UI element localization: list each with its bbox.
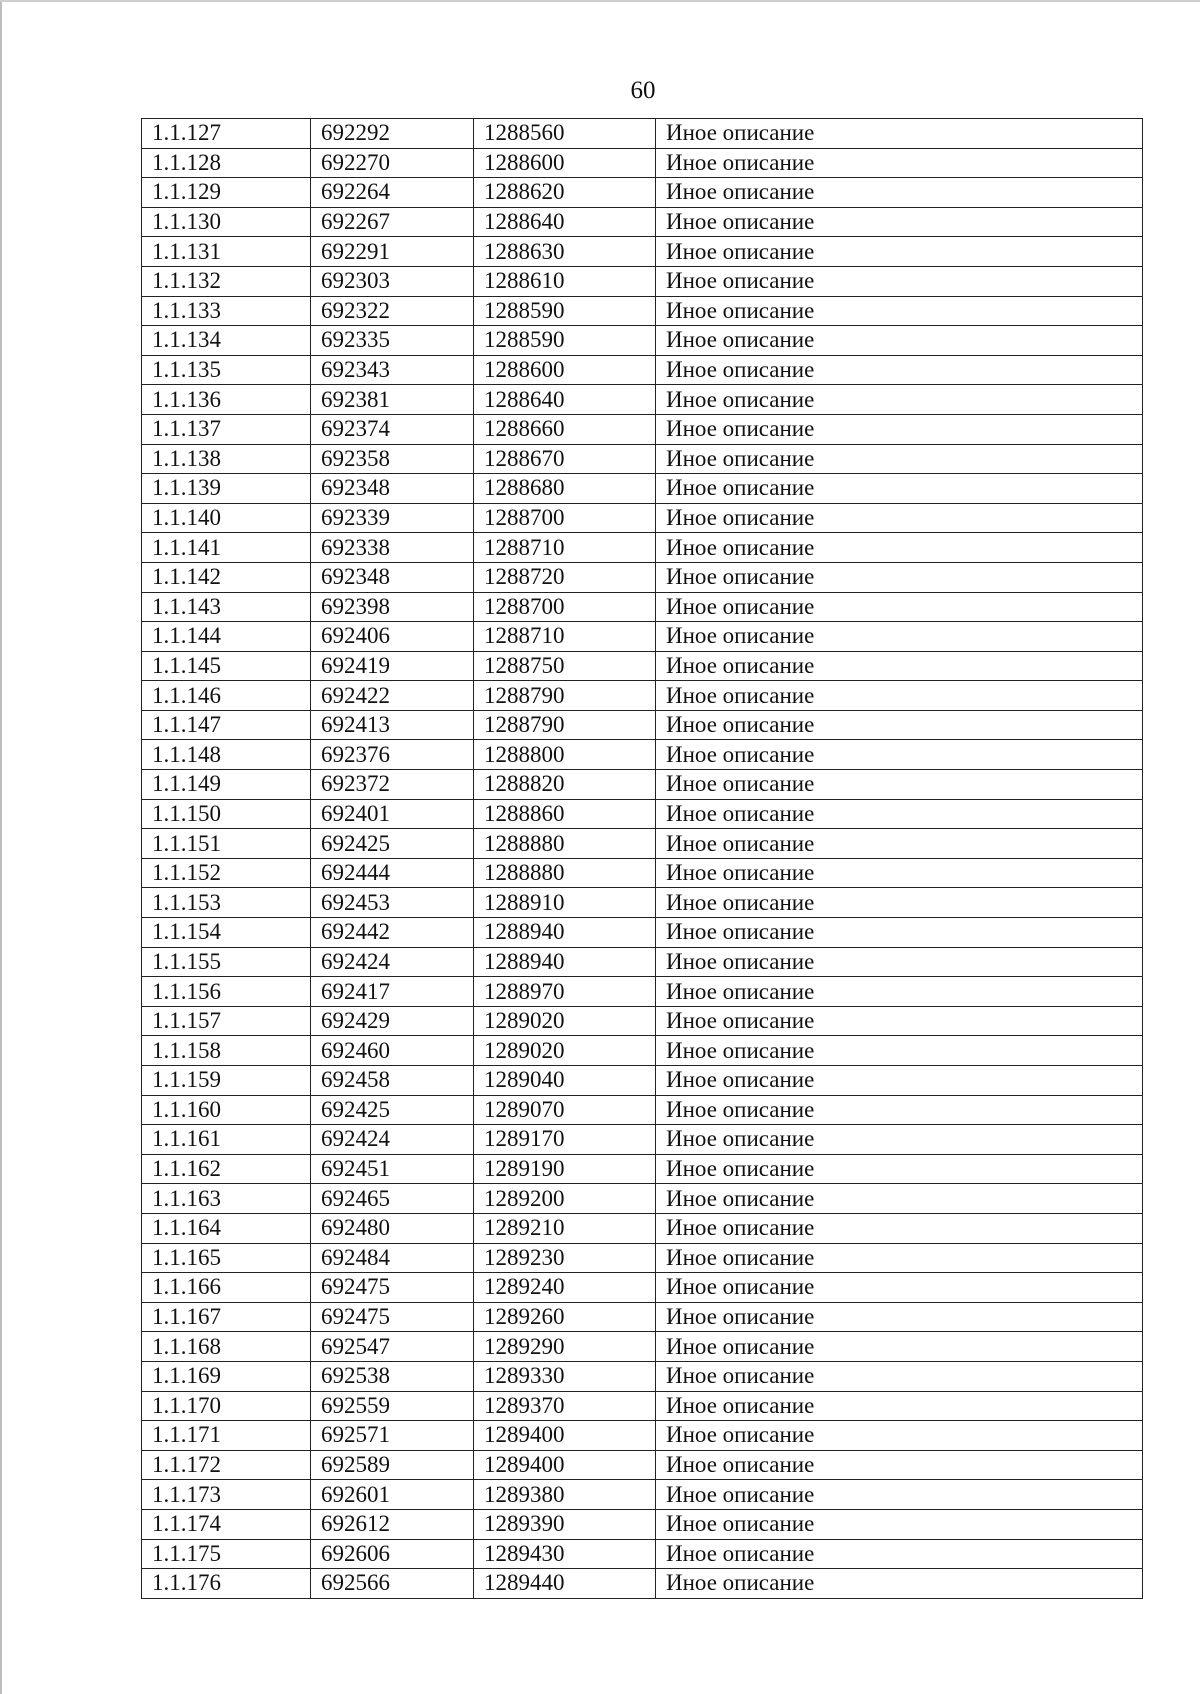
table-row xyxy=(142,770,1143,800)
point-number-cell: 1.1.144 xyxy=(142,622,311,652)
description-cell: Иное описание xyxy=(656,178,1143,208)
description-cell: Иное описание xyxy=(656,533,1143,563)
description-cell: Иное описание xyxy=(656,1332,1143,1362)
table-row xyxy=(142,533,1143,563)
x-coordinate-cell: 692270 xyxy=(311,148,474,178)
description-cell: Иное описание xyxy=(656,1302,1143,1332)
description-cell: Иное описание xyxy=(656,207,1143,237)
table-row xyxy=(142,178,1143,208)
description-cell: Иное описание xyxy=(656,1569,1143,1599)
y-coordinate-cell: 1288940 xyxy=(474,947,656,977)
point-number-cell: 1.1.131 xyxy=(142,237,311,267)
point-number-cell: 1.1.166 xyxy=(142,1273,311,1303)
y-coordinate-cell: 1289070 xyxy=(474,1095,656,1125)
y-coordinate-cell: 1288710 xyxy=(474,533,656,563)
point-number-cell: 1.1.130 xyxy=(142,207,311,237)
x-coordinate-cell: 692376 xyxy=(311,740,474,770)
x-coordinate-cell: 692264 xyxy=(311,178,474,208)
y-coordinate-cell: 1289390 xyxy=(474,1509,656,1539)
description-cell: Иное описание xyxy=(656,829,1143,859)
point-number-cell: 1.1.163 xyxy=(142,1184,311,1214)
description-cell: Иное описание xyxy=(656,474,1143,504)
x-coordinate-cell: 692475 xyxy=(311,1302,474,1332)
x-coordinate-cell: 692547 xyxy=(311,1332,474,1362)
y-coordinate-cell: 1288700 xyxy=(474,592,656,622)
table-row xyxy=(142,1184,1143,1214)
description-cell: Иное описание xyxy=(656,414,1143,444)
table-row xyxy=(142,1332,1143,1362)
table-row xyxy=(142,207,1143,237)
description-cell: Иное описание xyxy=(656,1539,1143,1569)
point-number-cell: 1.1.128 xyxy=(142,148,311,178)
point-number-cell: 1.1.161 xyxy=(142,1125,311,1155)
description-cell: Иное описание xyxy=(656,1480,1143,1510)
x-coordinate-cell: 692348 xyxy=(311,562,474,592)
description-cell: Иное описание xyxy=(656,740,1143,770)
table-row xyxy=(142,385,1143,415)
table-row xyxy=(142,651,1143,681)
table-row xyxy=(142,947,1143,977)
point-number-cell: 1.1.145 xyxy=(142,651,311,681)
table-row xyxy=(142,1569,1143,1599)
point-number-cell: 1.1.154 xyxy=(142,918,311,948)
y-coordinate-cell: 1288640 xyxy=(474,385,656,415)
point-number-cell: 1.1.155 xyxy=(142,947,311,977)
description-cell: Иное описание xyxy=(656,355,1143,385)
y-coordinate-cell: 1289020 xyxy=(474,1036,656,1066)
x-coordinate-cell: 692538 xyxy=(311,1361,474,1391)
x-coordinate-cell: 692381 xyxy=(311,385,474,415)
table-row xyxy=(142,799,1143,829)
point-number-cell: 1.1.152 xyxy=(142,858,311,888)
y-coordinate-cell: 1289240 xyxy=(474,1273,656,1303)
x-coordinate-cell: 692374 xyxy=(311,414,474,444)
description-cell: Иное описание xyxy=(656,710,1143,740)
description-cell: Иное описание xyxy=(656,622,1143,652)
table-row xyxy=(142,1066,1143,1096)
point-number-cell: 1.1.175 xyxy=(142,1539,311,1569)
x-coordinate-cell: 692372 xyxy=(311,770,474,800)
point-number-cell: 1.1.156 xyxy=(142,977,311,1007)
y-coordinate-cell: 1289200 xyxy=(474,1184,656,1214)
table-row xyxy=(142,1509,1143,1539)
table-row xyxy=(142,296,1143,326)
description-cell: Иное описание xyxy=(656,1154,1143,1184)
table-row xyxy=(142,1450,1143,1480)
table-row xyxy=(142,1273,1143,1303)
point-number-cell: 1.1.134 xyxy=(142,326,311,356)
description-cell: Иное описание xyxy=(656,503,1143,533)
table-row xyxy=(142,1480,1143,1510)
table-row xyxy=(142,592,1143,622)
x-coordinate-cell: 692292 xyxy=(311,119,474,149)
x-coordinate-cell: 692348 xyxy=(311,474,474,504)
point-number-cell: 1.1.168 xyxy=(142,1332,311,1362)
table-row xyxy=(142,1036,1143,1066)
point-number-cell: 1.1.167 xyxy=(142,1302,311,1332)
description-cell: Иное описание xyxy=(656,770,1143,800)
point-number-cell: 1.1.170 xyxy=(142,1391,311,1421)
point-number-cell: 1.1.172 xyxy=(142,1450,311,1480)
table-row xyxy=(142,562,1143,592)
y-coordinate-cell: 1289440 xyxy=(474,1569,656,1599)
y-coordinate-cell: 1288630 xyxy=(474,237,656,267)
point-number-cell: 1.1.165 xyxy=(142,1243,311,1273)
x-coordinate-cell: 692606 xyxy=(311,1539,474,1569)
x-coordinate-cell: 692458 xyxy=(311,1066,474,1096)
y-coordinate-cell: 1289380 xyxy=(474,1480,656,1510)
point-number-cell: 1.1.129 xyxy=(142,178,311,208)
x-coordinate-cell: 692338 xyxy=(311,533,474,563)
description-cell: Иное описание xyxy=(656,799,1143,829)
point-number-cell: 1.1.164 xyxy=(142,1213,311,1243)
table-row xyxy=(142,977,1143,1007)
point-number-cell: 1.1.147 xyxy=(142,710,311,740)
x-coordinate-cell: 692429 xyxy=(311,1006,474,1036)
table-row xyxy=(142,1391,1143,1421)
y-coordinate-cell: 1288700 xyxy=(474,503,656,533)
description-cell: Иное описание xyxy=(656,1391,1143,1421)
x-coordinate-cell: 692475 xyxy=(311,1273,474,1303)
table-row xyxy=(142,326,1143,356)
table-row xyxy=(142,148,1143,178)
y-coordinate-cell: 1288600 xyxy=(474,148,656,178)
x-coordinate-cell: 692612 xyxy=(311,1509,474,1539)
x-coordinate-cell: 692442 xyxy=(311,918,474,948)
description-cell: Иное описание xyxy=(656,947,1143,977)
description-cell: Иное описание xyxy=(656,1213,1143,1243)
y-coordinate-cell: 1288790 xyxy=(474,681,656,711)
x-coordinate-cell: 692484 xyxy=(311,1243,474,1273)
y-coordinate-cell: 1289430 xyxy=(474,1539,656,1569)
table-row xyxy=(142,503,1143,533)
y-coordinate-cell: 1288820 xyxy=(474,770,656,800)
table-row xyxy=(142,414,1143,444)
description-cell: Иное описание xyxy=(656,651,1143,681)
x-coordinate-cell: 692425 xyxy=(311,1095,474,1125)
table-row xyxy=(142,1125,1143,1155)
description-cell: Иное описание xyxy=(656,444,1143,474)
table-row xyxy=(142,1539,1143,1569)
y-coordinate-cell: 1289020 xyxy=(474,1006,656,1036)
description-cell: Иное описание xyxy=(656,1095,1143,1125)
description-cell: Иное описание xyxy=(656,148,1143,178)
y-coordinate-cell: 1288670 xyxy=(474,444,656,474)
x-coordinate-cell: 692559 xyxy=(311,1391,474,1421)
y-coordinate-cell: 1289370 xyxy=(474,1391,656,1421)
point-number-cell: 1.1.142 xyxy=(142,562,311,592)
y-coordinate-cell: 1288610 xyxy=(474,266,656,296)
point-number-cell: 1.1.137 xyxy=(142,414,311,444)
x-coordinate-cell: 692424 xyxy=(311,947,474,977)
description-cell: Иное описание xyxy=(656,858,1143,888)
x-coordinate-cell: 692335 xyxy=(311,326,474,356)
y-coordinate-cell: 1288660 xyxy=(474,414,656,444)
x-coordinate-cell: 692424 xyxy=(311,1125,474,1155)
description-cell: Иное описание xyxy=(656,1184,1143,1214)
y-coordinate-cell: 1289170 xyxy=(474,1125,656,1155)
y-coordinate-cell: 1288880 xyxy=(474,858,656,888)
table-row xyxy=(142,1095,1143,1125)
description-cell: Иное описание xyxy=(656,562,1143,592)
x-coordinate-cell: 692339 xyxy=(311,503,474,533)
x-coordinate-cell: 692303 xyxy=(311,266,474,296)
y-coordinate-cell: 1288750 xyxy=(474,651,656,681)
x-coordinate-cell: 692425 xyxy=(311,829,474,859)
point-number-cell: 1.1.135 xyxy=(142,355,311,385)
y-coordinate-cell: 1288790 xyxy=(474,710,656,740)
y-coordinate-cell: 1288620 xyxy=(474,178,656,208)
y-coordinate-cell: 1288800 xyxy=(474,740,656,770)
table-row xyxy=(142,918,1143,948)
y-coordinate-cell: 1288600 xyxy=(474,355,656,385)
description-cell: Иное описание xyxy=(656,1450,1143,1480)
table-row xyxy=(142,1243,1143,1273)
point-number-cell: 1.1.151 xyxy=(142,829,311,859)
x-coordinate-cell: 692406 xyxy=(311,622,474,652)
point-number-cell: 1.1.169 xyxy=(142,1361,311,1391)
x-coordinate-cell: 692601 xyxy=(311,1480,474,1510)
description-cell: Иное описание xyxy=(656,681,1143,711)
point-number-cell: 1.1.153 xyxy=(142,888,311,918)
y-coordinate-cell: 1288720 xyxy=(474,562,656,592)
point-number-cell: 1.1.171 xyxy=(142,1421,311,1451)
point-number-cell: 1.1.158 xyxy=(142,1036,311,1066)
y-coordinate-cell: 1289210 xyxy=(474,1213,656,1243)
table-row xyxy=(142,355,1143,385)
x-coordinate-cell: 692453 xyxy=(311,888,474,918)
x-coordinate-cell: 692398 xyxy=(311,592,474,622)
y-coordinate-cell: 1289190 xyxy=(474,1154,656,1184)
table-row xyxy=(142,1213,1143,1243)
table-row xyxy=(142,119,1143,149)
x-coordinate-cell: 692291 xyxy=(311,237,474,267)
description-cell: Иное описание xyxy=(656,977,1143,1007)
table-row xyxy=(142,474,1143,504)
table-row xyxy=(142,1006,1143,1036)
table-row xyxy=(142,681,1143,711)
point-number-cell: 1.1.159 xyxy=(142,1066,311,1096)
y-coordinate-cell: 1289040 xyxy=(474,1066,656,1096)
table-row xyxy=(142,740,1143,770)
coordinates-table-body xyxy=(142,119,1143,1599)
description-cell: Иное описание xyxy=(656,266,1143,296)
description-cell: Иное описание xyxy=(656,918,1143,948)
point-number-cell: 1.1.176 xyxy=(142,1569,311,1599)
y-coordinate-cell: 1288680 xyxy=(474,474,656,504)
table-row xyxy=(142,266,1143,296)
point-number-cell: 1.1.143 xyxy=(142,592,311,622)
y-coordinate-cell: 1288880 xyxy=(474,829,656,859)
point-number-cell: 1.1.162 xyxy=(142,1154,311,1184)
point-number-cell: 1.1.160 xyxy=(142,1095,311,1125)
y-coordinate-cell: 1289400 xyxy=(474,1421,656,1451)
x-coordinate-cell: 692267 xyxy=(311,207,474,237)
x-coordinate-cell: 692422 xyxy=(311,681,474,711)
description-cell: Иное описание xyxy=(656,1006,1143,1036)
description-cell: Иное описание xyxy=(656,888,1143,918)
y-coordinate-cell: 1288860 xyxy=(474,799,656,829)
point-number-cell: 1.1.150 xyxy=(142,799,311,829)
x-coordinate-cell: 692419 xyxy=(311,651,474,681)
description-cell: Иное описание xyxy=(656,592,1143,622)
description-cell: Иное описание xyxy=(656,296,1143,326)
y-coordinate-cell: 1288710 xyxy=(474,622,656,652)
y-coordinate-cell: 1288640 xyxy=(474,207,656,237)
x-coordinate-cell: 692322 xyxy=(311,296,474,326)
description-cell: Иное описание xyxy=(656,1125,1143,1155)
point-number-cell: 1.1.174 xyxy=(142,1509,311,1539)
point-number-cell: 1.1.146 xyxy=(142,681,311,711)
table-row xyxy=(142,1154,1143,1184)
x-coordinate-cell: 692571 xyxy=(311,1421,474,1451)
x-coordinate-cell: 692460 xyxy=(311,1036,474,1066)
point-number-cell: 1.1.132 xyxy=(142,266,311,296)
y-coordinate-cell: 1288970 xyxy=(474,977,656,1007)
point-number-cell: 1.1.139 xyxy=(142,474,311,504)
y-coordinate-cell: 1289230 xyxy=(474,1243,656,1273)
table-row xyxy=(142,444,1143,474)
point-number-cell: 1.1.138 xyxy=(142,444,311,474)
y-coordinate-cell: 1288590 xyxy=(474,326,656,356)
point-number-cell: 1.1.149 xyxy=(142,770,311,800)
point-number-cell: 1.1.157 xyxy=(142,1006,311,1036)
y-coordinate-cell: 1289400 xyxy=(474,1450,656,1480)
description-cell: Иное описание xyxy=(656,385,1143,415)
page-number: 60 xyxy=(630,77,656,104)
table-row xyxy=(142,829,1143,859)
y-coordinate-cell: 1289330 xyxy=(474,1361,656,1391)
scan-edge-left xyxy=(0,0,2,1694)
description-cell: Иное описание xyxy=(656,1243,1143,1273)
table-row xyxy=(142,1302,1143,1332)
y-coordinate-cell: 1289290 xyxy=(474,1332,656,1362)
x-coordinate-cell: 692566 xyxy=(311,1569,474,1599)
y-coordinate-cell: 1288590 xyxy=(474,296,656,326)
table-row xyxy=(142,622,1143,652)
point-number-cell: 1.1.148 xyxy=(142,740,311,770)
table-row xyxy=(142,888,1143,918)
table-row xyxy=(142,237,1143,267)
coordinates-table xyxy=(141,118,1143,1599)
description-cell: Иное описание xyxy=(656,1066,1143,1096)
x-coordinate-cell: 692413 xyxy=(311,710,474,740)
point-number-cell: 1.1.133 xyxy=(142,296,311,326)
y-coordinate-cell: 1288940 xyxy=(474,918,656,948)
point-number-cell: 1.1.173 xyxy=(142,1480,311,1510)
x-coordinate-cell: 692451 xyxy=(311,1154,474,1184)
x-coordinate-cell: 692589 xyxy=(311,1450,474,1480)
point-number-cell: 1.1.136 xyxy=(142,385,311,415)
description-cell: Иное описание xyxy=(656,1273,1143,1303)
description-cell: Иное описание xyxy=(656,119,1143,149)
table-row xyxy=(142,710,1143,740)
table-row xyxy=(142,1361,1143,1391)
y-coordinate-cell: 1289260 xyxy=(474,1302,656,1332)
x-coordinate-cell: 692358 xyxy=(311,444,474,474)
x-coordinate-cell: 692465 xyxy=(311,1184,474,1214)
table-row xyxy=(142,1421,1143,1451)
y-coordinate-cell: 1288910 xyxy=(474,888,656,918)
x-coordinate-cell: 692480 xyxy=(311,1213,474,1243)
point-number-cell: 1.1.127 xyxy=(142,119,311,149)
description-cell: Иное описание xyxy=(656,1361,1143,1391)
y-coordinate-cell: 1288560 xyxy=(474,119,656,149)
scan-edge-top xyxy=(0,0,1200,2)
point-number-cell: 1.1.141 xyxy=(142,533,311,563)
description-cell: Иное описание xyxy=(656,1509,1143,1539)
description-cell: Иное описание xyxy=(656,237,1143,267)
point-number-cell: 1.1.140 xyxy=(142,503,311,533)
x-coordinate-cell: 692343 xyxy=(311,355,474,385)
description-cell: Иное описание xyxy=(656,326,1143,356)
x-coordinate-cell: 692401 xyxy=(311,799,474,829)
x-coordinate-cell: 692444 xyxy=(311,858,474,888)
description-cell: Иное описание xyxy=(656,1036,1143,1066)
description-cell: Иное описание xyxy=(656,1421,1143,1451)
x-coordinate-cell: 692417 xyxy=(311,977,474,1007)
table-row xyxy=(142,858,1143,888)
